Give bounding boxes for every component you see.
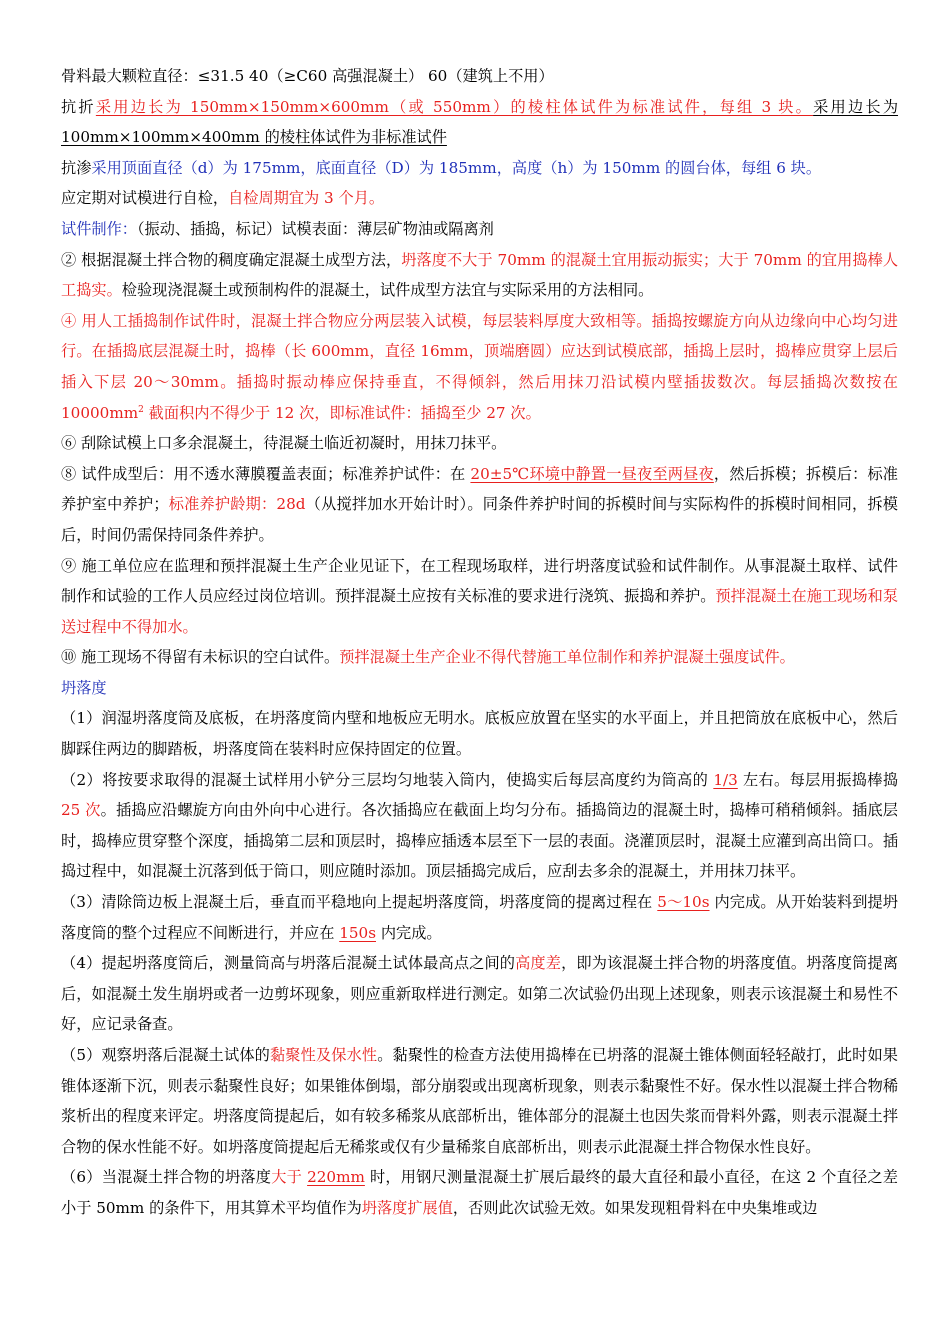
text-run: 抗折 (61, 97, 96, 116)
item-8-paragraph (61, 459, 898, 551)
flexural-specimen-line (61, 92, 898, 153)
slump-step-6 (61, 1162, 898, 1223)
highlight-text: 标准养护龄期：28d (168, 495, 306, 514)
aggregate-size-line (61, 61, 898, 92)
text-run: ，即为该混凝土拌合物的坍落度值。坍落度筒提离后，如混凝土发生崩坍或者一边剪坏现象，则应重新取样进行测定。如第二次试验仍出现上述现象，则表示该混凝土和易性不好，应记录备查。 (61, 954, 899, 1034)
slump-heading (61, 673, 898, 704)
specimen-making-line (61, 214, 898, 245)
slump-step-5 (61, 1040, 898, 1162)
mold-self-check-line (61, 183, 898, 214)
text-run: ② 根据混凝土拌合物的稠度确定混凝土成型方法， (61, 250, 402, 269)
text-run: ⑩ 施工现场不得留有未标识的空白试件。 (61, 648, 340, 667)
item-4-paragraph (61, 306, 898, 428)
text-run: 内完成。 (376, 923, 442, 942)
item-10-paragraph (61, 642, 898, 673)
text-run: ⑧ 试件成型后：用不透水薄膜覆盖表面；标准养护试件：在 (61, 464, 471, 483)
text-run: （5）观察坍落后混凝土试体的 (61, 1046, 270, 1064)
text-run: （6）当混凝土拌合物的坍落度 (61, 1168, 272, 1187)
highlight-text: 5～10s (657, 893, 710, 912)
impermeability-specimen-line (61, 153, 898, 184)
slump-step-4 (61, 948, 898, 1040)
highlight-text: 预拌混凝土在施工现场和泵送过程中不得加水。 (61, 587, 898, 636)
item-2-paragraph (61, 245, 898, 306)
highlight-text: 220mm (307, 1168, 365, 1187)
text-run: ⑥ 刮除试模上口多余混凝土，待混凝土临近初凝时，用抹刀抹平。 (61, 434, 507, 453)
highlight-text: 25 次 (61, 801, 101, 820)
highlight-text: 坍落度不大于 70mm 的混凝土宜用振动振实；大于 70mm 的宜用捣棒人工捣实。 (61, 250, 899, 300)
slump-step-3 (61, 887, 898, 948)
text-run: （从搅拌加水开始计时）。同条件养护时间的拆模时间与实际构件的拆模时间相同，拆模后，时间仍需保持同条件养护。 (61, 495, 898, 544)
highlight-text: 20±5℃环境中静置一昼夜至两昼夜 (470, 464, 714, 483)
section-heading: 坍落度 (61, 678, 107, 697)
text-run: 。插捣应沿螺旋方向由外向中心进行。各次插捣应在截面上均匀分布。插捣筒边的混凝土时，捣棒可稍稍倾斜。插底层时，捣棒应贯穿整个深度，插捣第二层和顶层时，捣棒应插透本层至下一层的表面。浇灌顶层时，混凝土应灌到高出筒口。插捣过程中，如混凝土沉落到低于筒口，则应随时添加。顶层插捣完成后，应刮去多余的混凝土，并用抹刀抹平。 (61, 801, 898, 881)
highlight-text: 1/3 (713, 770, 738, 789)
highlight-text: ④ 用人工插捣制作试件时，混凝土拌合物应分两层装入试模，每层装料厚度大致相等。插捣按螺旋方向从边缘向中心均匀进行。在插捣底层混凝土时，捣棒（长 600mm，直径 16mm，顶端磨圆）应达到试模底部，插捣上层时，捣棒应贯穿上层后插入下层 20～30mm。插捣时振动棒应保持垂直，不得倾斜，然后用抹刀沿试模内壁插拔数次。每层插捣次数按在 10000mm (61, 311, 898, 422)
text-run: （1）润湿坍落度筒及底板，在坍落度筒内壁和地板应无明水。底板应放置在坚实的水平面上，并且把筒放在底板中心，然后脚踩住两边的脚踏板，坍落度筒在装料时应保持固定的位置。 (61, 709, 898, 759)
text-run: （4）提起坍落度筒后，测量筒高与坍落后混凝土试体最高点之间的 (61, 954, 516, 973)
slump-step-2 (61, 765, 898, 887)
item-6-paragraph (61, 428, 898, 459)
text-run: 检验现浇混凝土或预制构件的混凝土，试件成型方法宜与实际采用的方法相同。 (121, 281, 654, 300)
text-run: （振动、插捣，标记）试模表面：薄层矿物油或隔离剂 (136, 219, 494, 238)
text-run: 内完成。从开始装料到提坍落度筒的整个过程应不间断进行，并应在 (61, 893, 898, 942)
highlight-text: 预拌混凝土生产企业不得代替施工单位制作和养护混凝土强度试件。 (339, 648, 795, 667)
highlight-text: 150s (339, 923, 376, 942)
text-run: ，然后拆模；拆模后：标准养护室中养护； (61, 464, 898, 514)
highlight-text: 采用边长为 150mm×150mm×600mm（或 550mm）的棱柱体试件为标准试件，每组 3 块。 (95, 97, 814, 116)
text-run: ，否则此次试验无效。如果发现粗骨料在中央集堆或边 (452, 1198, 818, 1217)
superscript: 2 (138, 404, 144, 415)
text-run: ⑨ 施工单位应在监理和预拌混凝土生产企业见证下，在工程现场取样，进行坍落度试验和试件制作。从事混凝土取样、试件制作和试验的工作人员应经过岗位培训。预拌混凝土应按有关标准的要求进行浇筑、振捣和养护。 (61, 556, 898, 606)
text-run: 抗渗 (61, 158, 92, 177)
highlight-text: 截面积内不得少于 12 次，即标准试件：插捣至少 27 次。 (143, 403, 541, 422)
slump-step-1 (61, 703, 898, 764)
blue-text: 采用顶面直径（d）为 175mm，底面直径（D）为 185mm，高度（h）为 150mm 的圆台体，每组 6 块。 (91, 158, 822, 177)
blue-text: 试件制作： (61, 219, 137, 238)
highlight-text: 高度差 (515, 954, 562, 973)
text-run: 应定期对试模进行自检， (61, 189, 229, 208)
highlight-text: 自检周期宜为 3 个月。 (228, 189, 385, 208)
text-run: 。黏聚性的检查方法使用捣棒在已坍落的混凝土锥体侧面轻轻敲打，此时如果锥体逐渐下沉，则表示黏聚性良好；如果锥体倒塌，部分崩裂或出现离析现象，则表示黏聚性不好。保水性以混凝土拌合物稀浆析出的程度来评定。坍落度筒提起后，如有较多稀浆从底部析出，锥体部分的混凝土也因失浆而骨料外露，则表示混凝土拌合物的保水性能不好。如坍落度筒提起后无稀浆或仅有少量稀浆自底部析出，则表示此混凝土拌合物保水性良好。 (61, 1046, 898, 1156)
highlight-text: 大于 (271, 1168, 308, 1187)
text-run: （3）清除筒边板上混凝土后，垂直而平稳地向上提起坍落度筒，坍落度筒的提离过程在 (61, 893, 658, 912)
highlight-text: 坍落度扩展值 (361, 1198, 453, 1217)
highlight-text: 黏聚性及保水性 (269, 1046, 378, 1064)
item-9-paragraph (61, 551, 898, 643)
text-run: 左右。每层用振捣棒捣 (737, 770, 899, 789)
underlined-text: 采用边长为 100mm×100mm×400mm 的棱柱体试件为非标准试件 (61, 97, 899, 147)
text-run: 骨料最大颗粒直径：≤31.5 40（≥C60 高强混凝土） 60（建筑上不用） (61, 67, 554, 85)
text-run: （2）将按要求取得的混凝土试样用小铲分三层均匀地装入筒内，使捣实后每层高度约为筒高的 (61, 770, 714, 789)
text-run: 时，用钢尺测量混凝土扩展后最终的最大直径和最小直径，在这 2 个直径之差小于 50mm 的条件下，用其算术平均值作为 (61, 1168, 898, 1217)
